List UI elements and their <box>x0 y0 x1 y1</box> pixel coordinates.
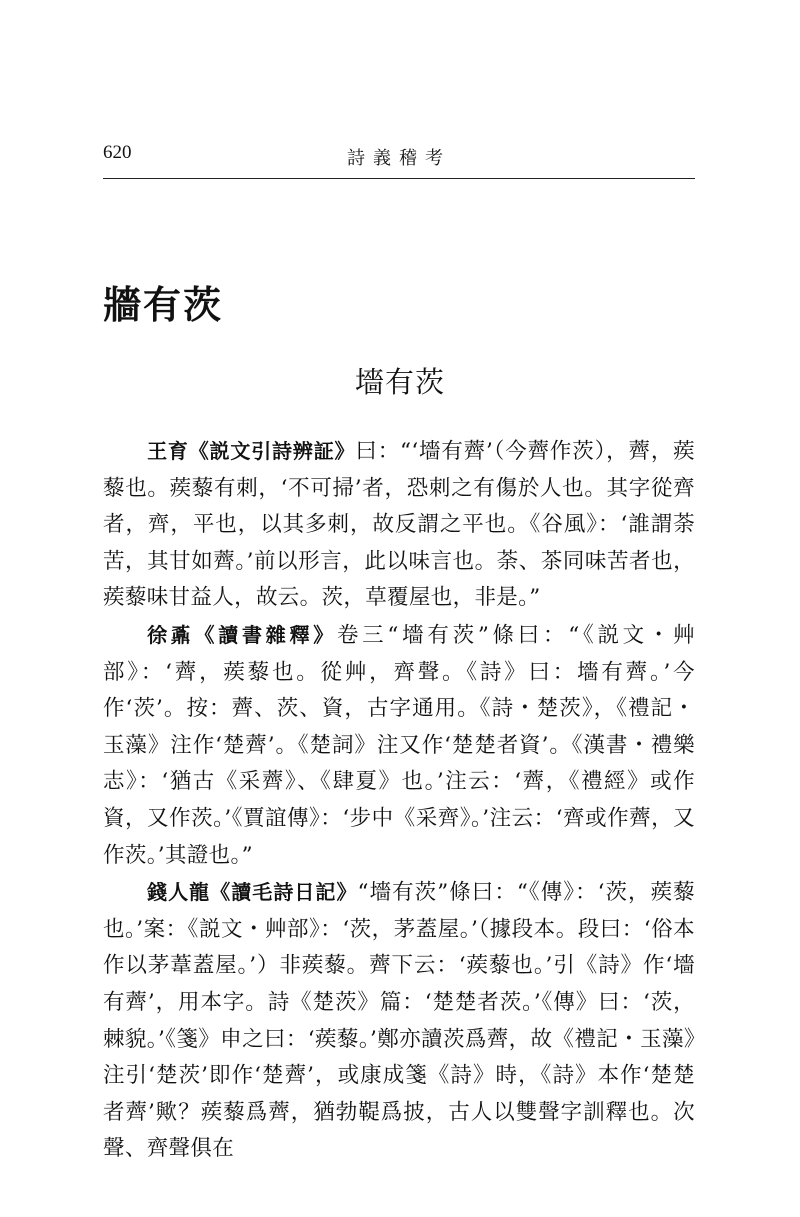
body-text <box>103 433 695 1168</box>
paragraph-wang-yu <box>103 433 695 617</box>
poem-title: 墻有茨 <box>354 365 445 399</box>
author-citation: 徐鼒《讀書雜釋》 <box>147 622 337 647</box>
paragraph-text: 卷三“墻有茨”條曰：“《説文・艸部》：‘薺，蒺藜也。從艸，齊聲。《詩》曰：墻有薺。’今作‘茨’。按：薺、茨、資，古字通用。《詩・楚茨》，《禮記・玉藻》注作‘楚薺’。《楚詞》注又作‘楚楚者資’。《漢書・禮樂志》：‘猶古《采薺》、《肆夏》也。’注云：‘薺，《禮經》或作資，又作茨。’《賈誼傳》：‘步中《采齊》。’注云：‘齊或作薺，又作茨。’其證也。” <box>103 622 696 868</box>
chapter-title: 牆有茨 <box>103 283 224 327</box>
running-title: 詩義稽考 <box>347 148 451 169</box>
paragraph-qian-renlong <box>103 874 695 1168</box>
author-citation: 王育《説文引詩辨証》 <box>147 439 356 463</box>
paragraph-xu-nai <box>103 617 695 874</box>
page-header <box>103 138 695 179</box>
author-citation: 錢人龍《讀毛詩日記》 <box>147 880 358 905</box>
page-number: 620 <box>103 142 132 163</box>
paragraph-text: 曰：“‘墻有薺’（今薺作茨），薺，蒺藜也。蒺藜有刺，‘不可掃’者，恐刺之有傷於人也。其字從齊者，齊，平也，以其多刺，故反謂之平也。《谷風》：‘誰謂荼苦，其甘如薺。’前以形言，此以味言也。荼、茶同味苦者也，蒺藜味甘益人，故云。茨，草覆屋也，非是。” <box>103 439 695 611</box>
paragraph-text: “墻有茨”條曰：“《傳》：‘茨，蒺藜也。’案：《説文・艸部》：‘茨，茅蓋屋。’（據段本。段曰：‘俗本作以茅葦蓋屋。’）非蒺藜。薺下云：‘蒺藜也。’引《詩》作‘墻有薺’，用本字。詩《楚茨》篇：‘楚楚者茨。’《傳》曰：‘茨，棘貌。’《箋》申之曰：‘蒺藜。’鄭亦讀茨爲薺，故《禮記・玉藻》注引‘楚茨’即作‘楚薺’，或康成箋《詩》時，《詩》本作‘楚楚者薺’歟？蒺藜爲薺，猶勃鞮爲披，古人以雙聲字訓釋也。次聲、齊聲俱在 <box>103 880 695 1162</box>
